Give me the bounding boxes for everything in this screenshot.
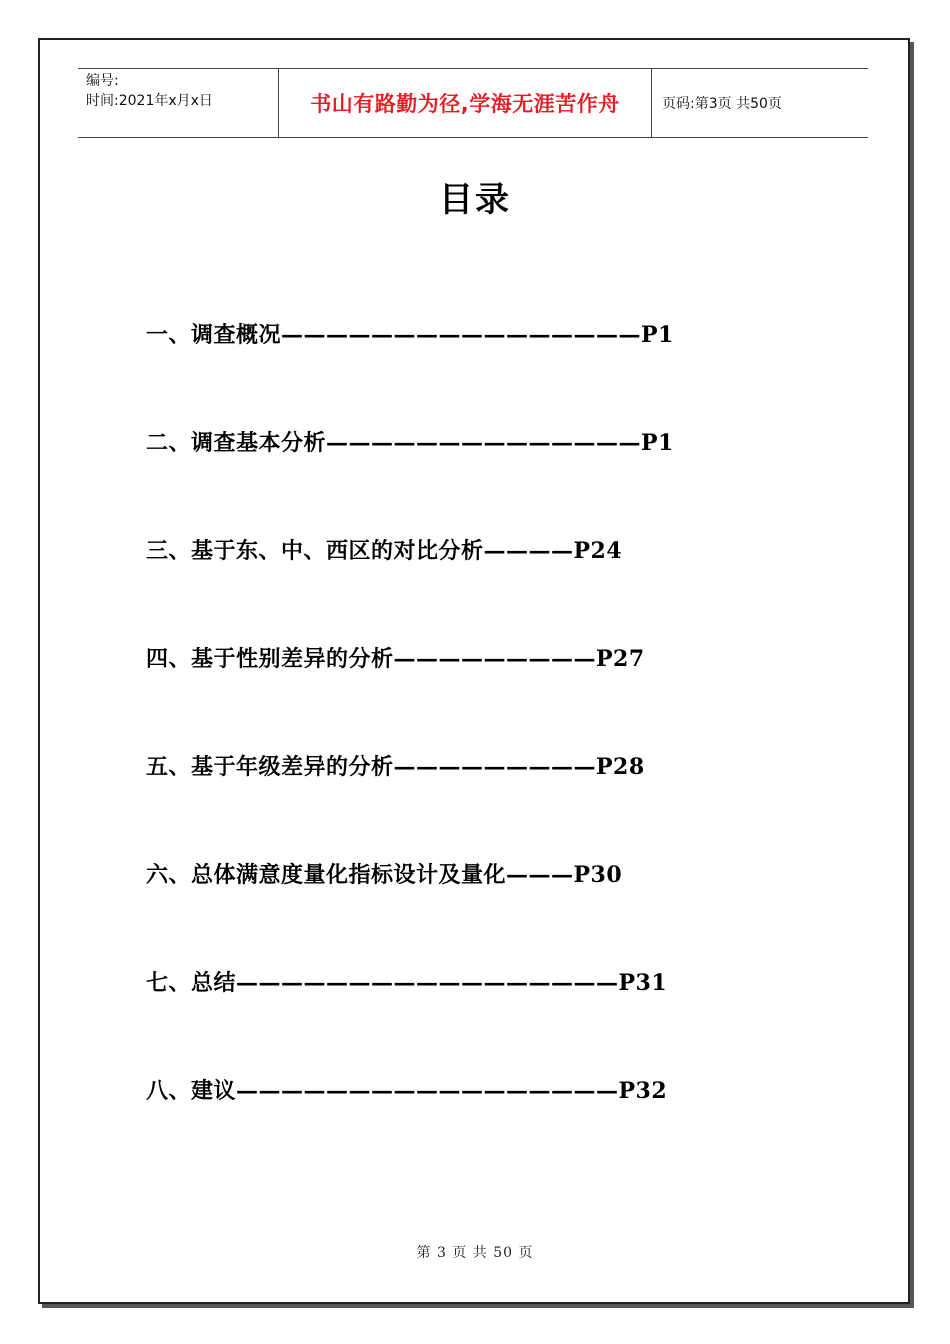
page-footer: 第 3 页 共 50 页 bbox=[416, 1245, 534, 1261]
toc-item-5[interactable]: 五、基于年级差异的分析—————————P28 bbox=[146, 754, 645, 780]
header-page-code: 页码:第3页 共50页 bbox=[662, 96, 782, 112]
page-title: 目录 bbox=[439, 180, 511, 220]
header-meta bbox=[78, 69, 278, 137]
number-label: 编号: bbox=[86, 73, 119, 89]
toc-item-2[interactable]: 二、调查基本分析——————————————P1 bbox=[146, 430, 674, 456]
toc-item-3[interactable]: 三、基于东、中、西区的对比分析————P24 bbox=[146, 538, 623, 564]
toc-item-1[interactable]: 一、调查概况————————————————P1 bbox=[146, 322, 674, 348]
page-header bbox=[78, 68, 868, 138]
toc-item-4[interactable]: 四、基于性别差异的分析—————————P27 bbox=[146, 646, 645, 672]
time-label: 时间:2021年x月x日 bbox=[86, 93, 213, 109]
toc-item-6[interactable]: 六、总体满意度量化指标设计及量化———P30 bbox=[146, 862, 623, 888]
header-motto: 书山有路勤为径,学海无涯苦作舟 bbox=[278, 69, 652, 137]
toc-item-8[interactable]: 八、建议—————————————————P32 bbox=[146, 1078, 668, 1104]
toc-item-7[interactable]: 七、总结—————————————————P31 bbox=[146, 970, 668, 996]
